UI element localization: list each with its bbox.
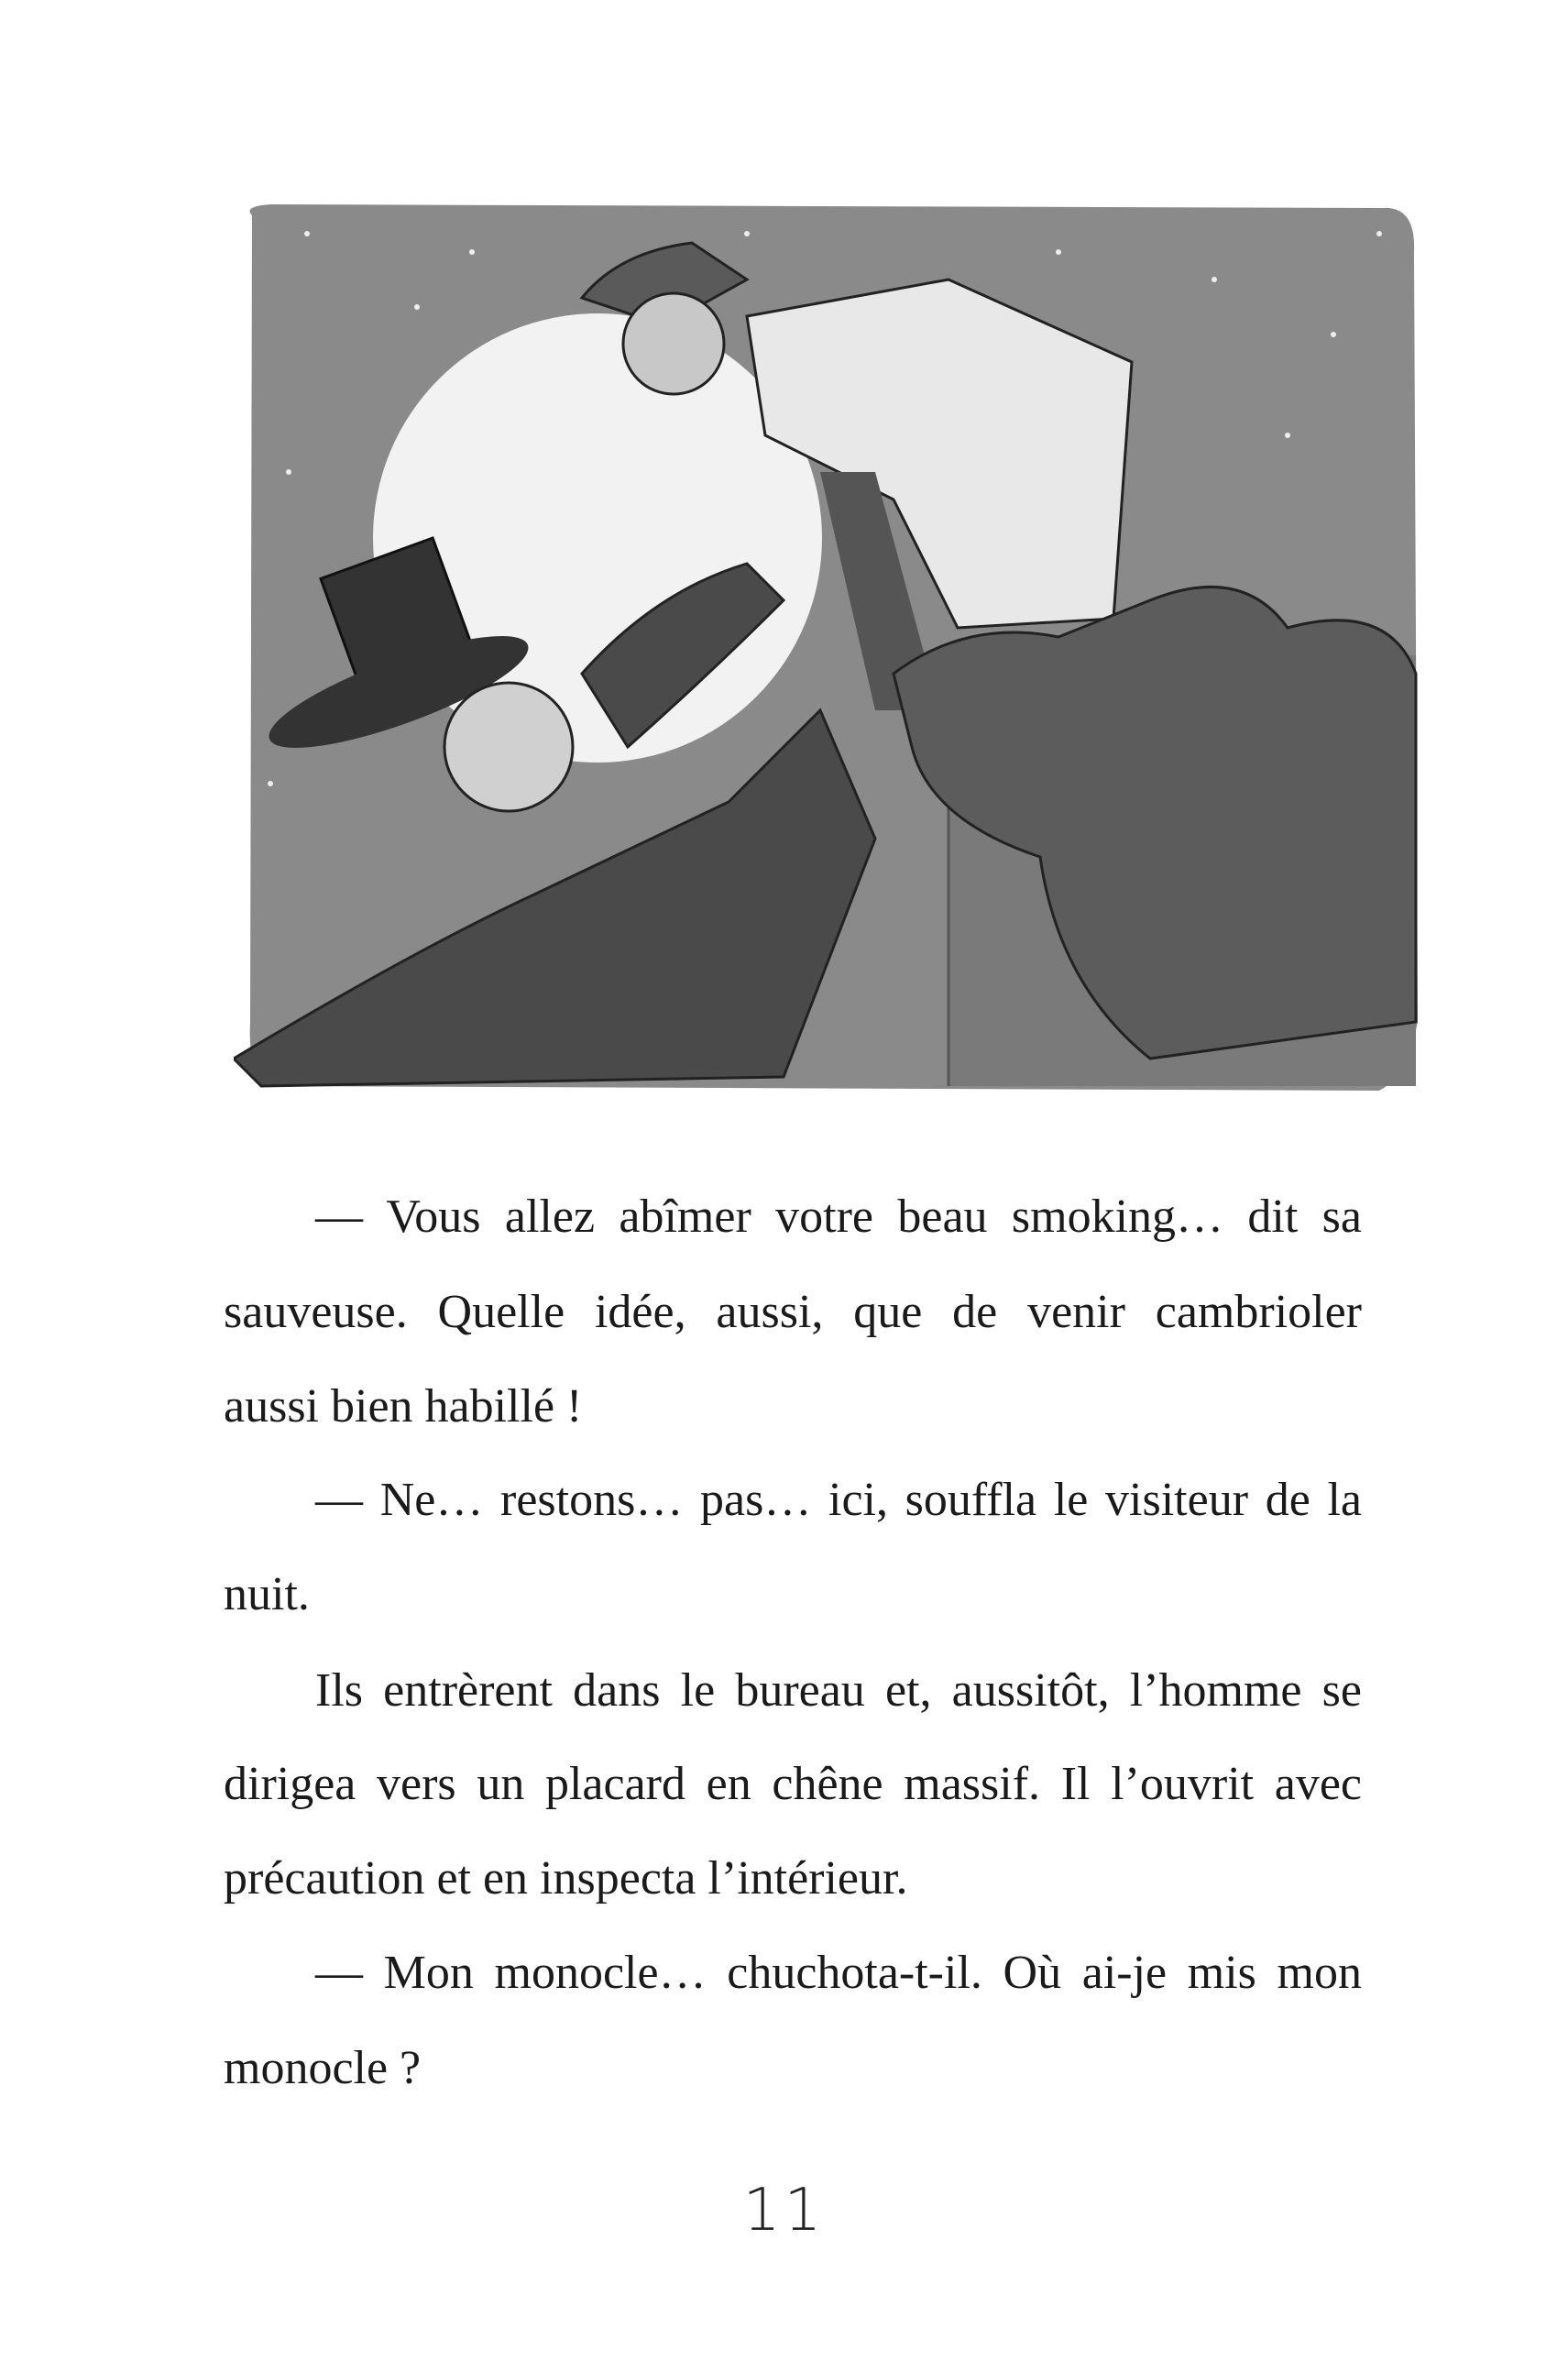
text-line: sauveuse. Quelle idée, aussi, que de venir cambrioler (224, 1286, 1362, 1338)
page-number: 11 (742, 2177, 826, 2245)
text-line: nuit. (224, 1568, 310, 1620)
text-line: dirigea vers un placard en chêne massif. Il l’ouvrit avec (224, 1758, 1362, 1810)
text-line: aussi bien habillé ! (224, 1380, 583, 1432)
text-line: monocle ? (224, 2042, 422, 2094)
illustration (234, 197, 1425, 1100)
text-line: Ils entrèrent dans le bureau et, aussitôt, l’homme se (315, 1664, 1362, 1717)
text-line: précaution et en inspecta l’intérieur. (224, 1852, 908, 1904)
text-line: — Vous allez abîmer votre beau smoking… dit sa (315, 1191, 1362, 1243)
text-line: — Ne… restons… pas… ici, souffla le visiteur de la (315, 1474, 1362, 1526)
text-line: — Mon monocle… chuchota-t-il. Où ai-je mis mon (315, 1947, 1362, 1999)
